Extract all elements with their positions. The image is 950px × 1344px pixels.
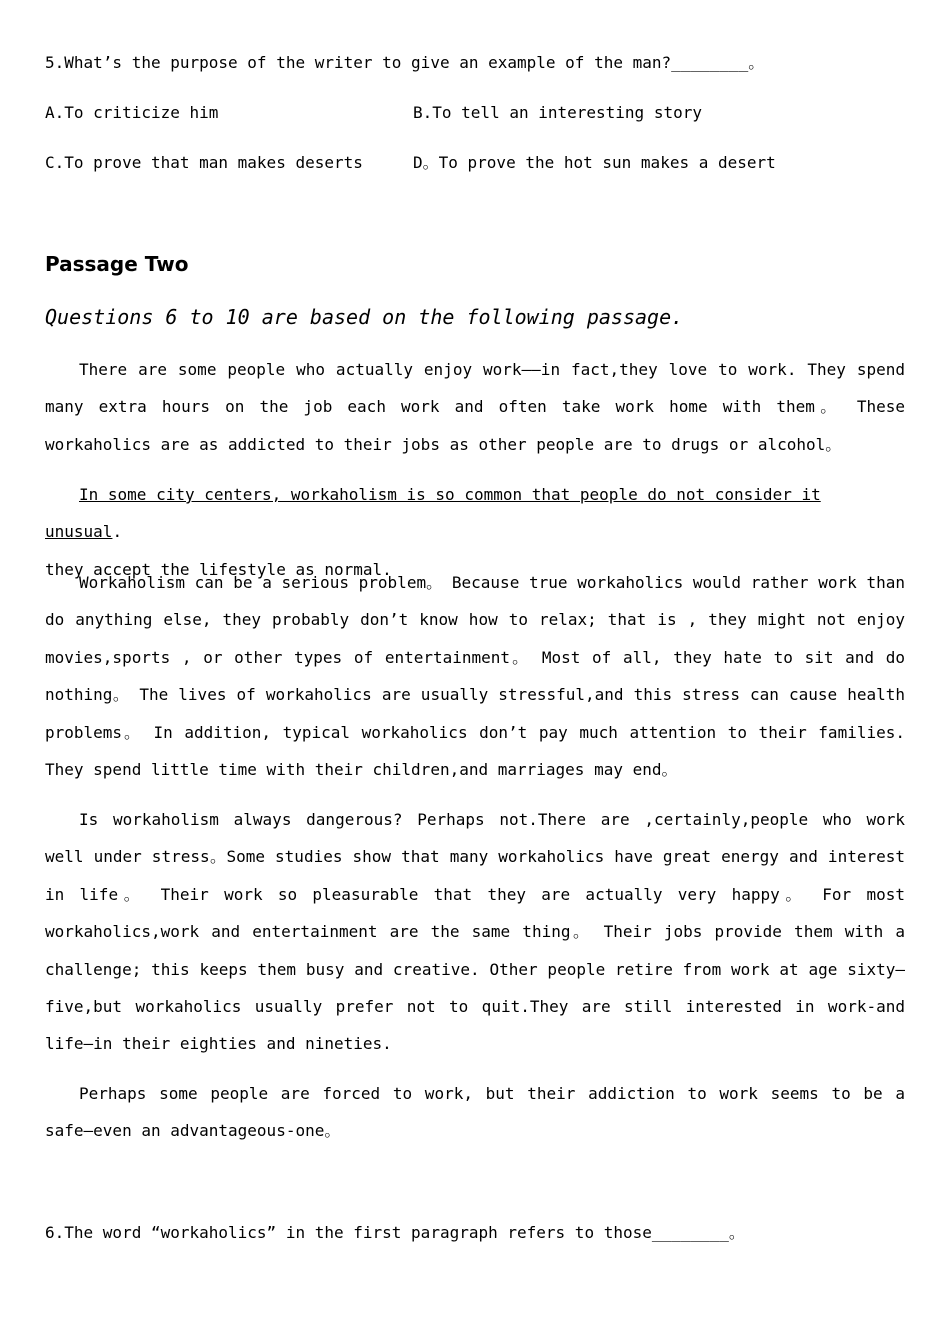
underlined-sentence: In some city centers, workaholism is so common that people do not consider it unusual <box>45 485 821 542</box>
question-5-stem: 5.What’s the purpose of the writer to give an example of the man?________。 <box>45 53 765 72</box>
passage-title: Passage Two <box>45 252 189 276</box>
passage-instruction: Questions 6 to 10 are based on the following passage. <box>45 305 684 329</box>
passage-paragraph-1: There are some people who actually enjoy work——in fact,they love to work. They spend many extra hours on the job each work and often take work home with them。 These workaholics are as addicted to their jobs as other people are to drugs or alcohol。 <box>45 360 905 454</box>
question-5-option-a: A.To criticize him <box>45 103 219 122</box>
underlined-sentence-tail: . <box>112 522 123 542</box>
question-5-option-c: C.To prove that man makes deserts <box>45 153 363 172</box>
passage-paragraph-5: Perhaps some people are forced to work, but their addiction to work seems to be a safe—even an advantageous-one。 <box>45 1084 905 1141</box>
passage-paragraph-4: Is workaholism always dangerous? Perhaps not.There are ,certainly,people who work well under stress。Some studies show that many workaholics have great energy and interest in life。 Their work so pleasurable that they are actually very happy。 For most workaholics,work and entertainment are the same thing。 Their jobs provide them with a challenge; this keeps them busy and creative. Other people retire from work at age sixty—five,but workaholics usually prefer not to quit.They are still interested in work-and life—in their eighties and nineties. <box>45 810 906 1054</box>
passage-paragraph-3: Workaholism can be a serious problem。 Because true workaholics would rather work than do anything else, they probably don’t know how to relax; that is , they might not enjoy movies,sports , or other types of entertainment。 Most of all, they hate to sit and do nothing。 The lives of workaholics are usually stressful,and this stress can cause health problems。 In addition, typical workaholics don’t pay much attention to their families. They spend little time with their children,and marriages may end。 <box>45 573 905 780</box>
question-5-option-d: D。To prove the hot sun makes a desert <box>413 153 776 172</box>
question-5-option-b: B.To tell an interesting story <box>413 103 702 122</box>
question-6-stem: 6.The word “workaholics” in the first paragraph refers to those________。 <box>45 1223 745 1242</box>
paragraph-2-rest: they accept the lifestyle as normal. <box>45 559 392 579</box>
